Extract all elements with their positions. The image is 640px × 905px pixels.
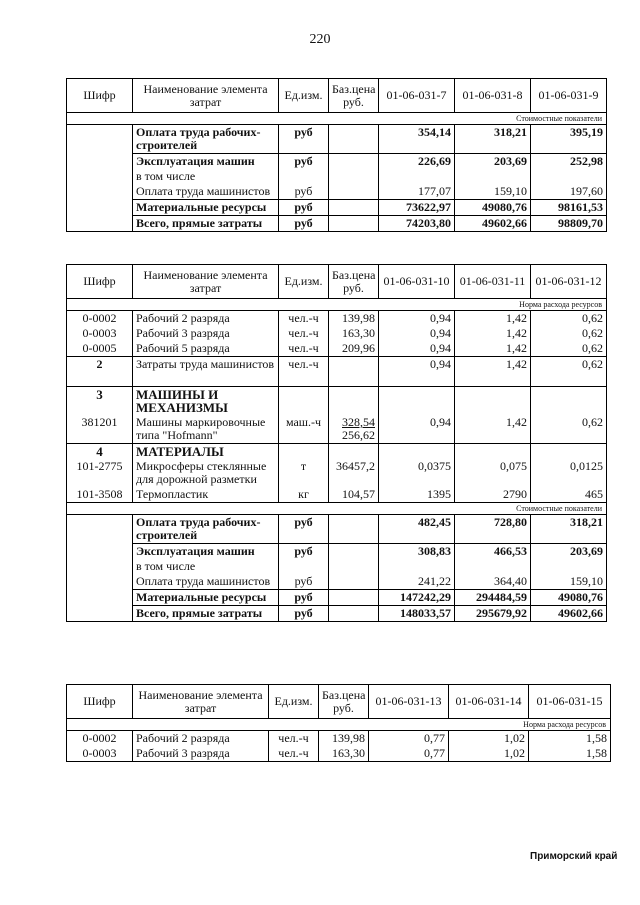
row-unit: руб [279,515,329,544]
row-unit: руб [279,154,329,170]
table-row [67,487,607,503]
header-unit: Ед.изм. [269,685,319,719]
row-value: 0,62 [531,311,607,327]
row-code: 0-0002 [67,731,133,747]
row-value: 203,69 [531,544,607,560]
section-row [67,387,607,416]
row-value: 0,62 [531,357,607,387]
row-value: 0,94 [379,341,455,357]
header-price: Баз.цена руб. [329,265,379,299]
row-value: 364,40 [455,574,531,590]
row-value: 197,60 [531,184,607,200]
row-name: Всего, прямые затраты [133,216,279,232]
row-code: 0-0003 [67,326,133,341]
row-unit: руб [279,216,329,232]
row-value: 0,62 [531,341,607,357]
row-unit: т [279,459,329,487]
row-unit: чел.-ч [279,357,329,387]
row-unit: чел.-ч [279,326,329,341]
table-row [67,184,607,200]
cost-table-2 [66,264,607,622]
row-value: 252,98 [531,154,607,170]
row-value: 1,02 [449,746,529,762]
row-unit: руб [279,200,329,216]
table-row [67,200,607,216]
row-value: 177,07 [379,184,455,200]
header-code: Шифр [67,265,133,299]
table-row [67,574,607,590]
row-price: 139,98 [329,311,379,327]
row-name: Рабочий 5 разряда [133,341,279,357]
header-col-12: 01-06-031-12 [531,265,607,299]
row-value: 0,94 [379,311,455,327]
table-row [67,341,607,357]
row-value: 0,075 [455,459,531,487]
row-value: 1,42 [455,311,531,327]
row-value: 0,0375 [379,459,455,487]
row-unit: руб [279,574,329,590]
row-value: 49602,66 [531,606,607,622]
row-value: 73622,97 [379,200,455,216]
row-code: 2 [67,357,133,387]
row-value: 241,22 [379,574,455,590]
band-row [67,299,607,311]
row-code: 381201 [67,415,133,444]
row-code: 0-0002 [67,311,133,327]
footer-region: Приморский край [530,851,618,862]
row-value: 49080,76 [531,590,607,606]
row-name: Материальные ресурсы [133,200,279,216]
section-row [67,444,607,460]
table-header-row [67,685,611,719]
header-col-11: 01-06-031-11 [455,265,531,299]
row-value: 0,94 [379,357,455,387]
row-value: 159,10 [455,184,531,200]
row-price: 36457,2 [329,459,379,487]
band-row [67,503,607,515]
row-name: Эксплуатация машин [133,544,279,560]
section-title: МАТЕРИАЛЫ [133,444,279,460]
row-value: 1,02 [449,731,529,747]
row-unit: руб [279,606,329,622]
row-name: Рабочий 3 разряда [133,746,269,762]
row-value: 1,42 [455,341,531,357]
row-name: Оплата труда машинистов [133,574,279,590]
row-value: 203,69 [455,154,531,170]
row-unit: руб [279,125,329,154]
table-header-row [67,79,607,113]
band-label: Норма расхода ресурсов [67,299,607,311]
table-row [67,326,607,341]
section-number: 3 [67,387,133,416]
row-value: 98809,70 [531,216,607,232]
table-row [67,544,607,560]
row-value: 465 [531,487,607,503]
row-price: 139,98 [319,731,369,747]
table-row [67,216,607,232]
row-name: Машины маркировочные типа "Hofmann" [133,415,279,444]
row-unit: чел.-ч [269,746,319,762]
table-row [67,357,607,387]
table-row [67,590,607,606]
row-value: 318,21 [531,515,607,544]
band-label: Норма расхода ресурсов [67,719,611,731]
row-value: 2790 [455,487,531,503]
table-row [67,515,607,544]
row-value: 395,19 [531,125,607,154]
row-value: 226,69 [379,154,455,170]
row-unit: чел.-ч [269,731,319,747]
row-value: 354,14 [379,125,455,154]
header-unit: Ед.изм. [279,79,329,113]
row-value: 49080,76 [455,200,531,216]
row-value: 294484,59 [455,590,531,606]
row-name: Рабочий 2 разряда [133,311,279,327]
row-code: 0-0005 [67,341,133,357]
table-row [67,559,607,574]
band-label: Стоимостные показатели [67,113,607,125]
row-value: 0,94 [379,326,455,341]
row-name: Эксплуатация машин [133,154,279,170]
table-row [67,311,607,327]
row-price: 163,30 [329,326,379,341]
header-code: Шифр [67,79,133,113]
row-unit: чел.-ч [279,341,329,357]
row-value: 0,62 [531,326,607,341]
table-header-row [67,265,607,299]
row-name: Всего, прямые затраты [133,606,279,622]
row-name: Рабочий 2 разряда [133,731,269,747]
row-price: 163,30 [319,746,369,762]
row-name: Оплата труда машинистов [133,184,279,200]
row-name: Термопластик [133,487,279,503]
row-value: 1,42 [455,415,531,444]
table-row [67,731,611,747]
row-value: 49602,66 [455,216,531,232]
cost-table-1 [66,78,607,232]
page-number: 220 [309,32,331,47]
row-name: Микросферы стеклянные для дорожной разметки [133,459,279,487]
header-col-15: 01-06-031-15 [529,685,611,719]
row-value: 147242,29 [379,590,455,606]
band-row [67,719,611,731]
row-price: 104,57 [329,487,379,503]
table-row [67,459,607,487]
row-value: 308,83 [379,544,455,560]
row-value: 1395 [379,487,455,503]
row-value: 0,94 [379,415,455,444]
row-price: 328,54 [342,415,375,429]
row-name: Оплата труда рабочих-строителей [133,515,279,544]
header-unit: Ед.изм. [279,265,329,299]
row-unit: руб [279,184,329,200]
row-price: 209,96 [329,341,379,357]
table-row [67,154,607,170]
table-row [67,746,611,762]
row-unit: маш.-ч [279,415,329,444]
row-value: 74203,80 [379,216,455,232]
row-code: 101-2775 [67,459,133,487]
header-col-10: 01-06-031-10 [379,265,455,299]
row-name: Оплата труда рабочих-строителей [133,125,279,154]
table-row [67,415,607,444]
header-col-8: 01-06-031-8 [455,79,531,113]
row-unit: кг [279,487,329,503]
row-value: 1,58 [529,746,611,762]
row-value: 482,45 [379,515,455,544]
row-value: 1,58 [529,731,611,747]
row-code: 0-0003 [67,746,133,762]
header-col-13: 01-06-031-13 [369,685,449,719]
row-unit: руб [279,590,329,606]
header-col-7: 01-06-031-7 [379,79,455,113]
header-col-14: 01-06-031-14 [449,685,529,719]
row-name: в том числе [133,559,279,574]
header-name: Наименование элемента затрат [133,265,279,299]
header-price: Баз.цена руб. [319,685,369,719]
header-name: Наименование элемента затрат [133,685,269,719]
header-price: Баз.цена руб. [329,79,379,113]
row-value: 159,10 [531,574,607,590]
row-price-alt: 256,62 [342,428,375,442]
cost-table-3 [66,684,611,762]
table-row [67,169,607,184]
band-row [67,113,607,125]
row-unit: чел.-ч [279,311,329,327]
row-value: 466,53 [455,544,531,560]
row-name: Затраты труда машинистов [133,357,279,387]
table-row [67,125,607,154]
row-value: 1,42 [455,326,531,341]
row-name: в том числе [133,169,279,184]
row-value: 98161,53 [531,200,607,216]
row-unit: руб [279,544,329,560]
row-value: 318,21 [455,125,531,154]
row-value: 0,62 [531,415,607,444]
row-value: 295679,92 [455,606,531,622]
band-label: Стоимостные показатели [67,503,607,515]
row-value: 0,77 [369,731,449,747]
row-name: Рабочий 3 разряда [133,326,279,341]
row-code: 101-3508 [67,487,133,503]
row-value: 148033,57 [379,606,455,622]
header-code: Шифр [67,685,133,719]
table-row [67,606,607,622]
section-title: МАШИНЫ И МЕХАНИЗМЫ [133,387,279,416]
row-value: 0,77 [369,746,449,762]
row-value: 728,80 [455,515,531,544]
section-number: 4 [67,444,133,460]
row-value: 1,42 [455,357,531,387]
header-name: Наименование элемента затрат [133,79,279,113]
header-col-9: 01-06-031-9 [531,79,607,113]
row-name: Материальные ресурсы [133,590,279,606]
row-value: 0,0125 [531,459,607,487]
